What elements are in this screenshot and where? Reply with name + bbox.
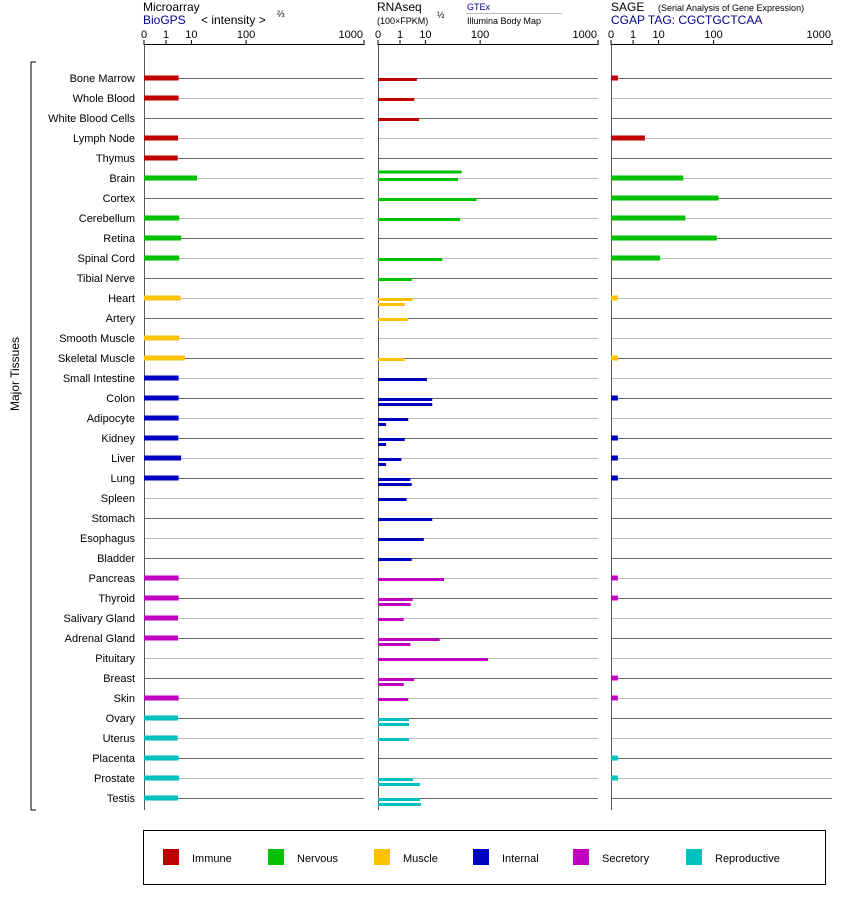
tissue-label: Spleen	[100, 493, 135, 505]
sage-tick-label: 0	[607, 29, 615, 41]
microarray-tick-label: 0	[140, 29, 148, 41]
bar-rnaseq	[378, 423, 386, 426]
legend-label-nervous: Nervous	[297, 853, 338, 865]
tissue-label: Tibial Nerve	[76, 273, 135, 285]
bar-microarray	[144, 336, 179, 341]
bar-rnaseq	[378, 178, 458, 181]
bar-sage	[611, 216, 685, 221]
bar-microarray	[144, 696, 179, 701]
tissue-labels	[48, 73, 136, 805]
bar-sage	[611, 256, 660, 261]
bar-microarray	[144, 636, 178, 641]
bar-sage	[611, 236, 717, 241]
tissue-label: Colon	[106, 393, 135, 405]
bar-rnaseq	[378, 538, 424, 541]
bar-rnaseq	[378, 678, 414, 681]
tissue-label: Prostate	[94, 773, 135, 785]
bar-sage	[611, 756, 618, 761]
tissue-label: Kidney	[101, 433, 135, 445]
rnaseq-unit: (100×FPKM)	[377, 16, 429, 26]
tissue-label: Ovary	[105, 713, 135, 725]
bar-rnaseq	[378, 318, 408, 321]
bar-sage	[611, 676, 618, 681]
legend-swatch-internal	[473, 849, 489, 865]
bar-rnaseq	[378, 698, 408, 701]
tissue-label: Pituitary	[95, 653, 135, 665]
tissue-label: Cortex	[102, 193, 135, 205]
bar-microarray	[144, 716, 178, 721]
bar-rnaseq	[378, 558, 412, 561]
tissue-label: Thyroid	[98, 593, 135, 605]
bar-rnaseq	[378, 463, 386, 466]
bar-sage	[611, 576, 618, 581]
tissue-label: Bone Marrow	[69, 73, 135, 85]
bar-rnaseq	[378, 718, 409, 721]
legend-swatch-nervous	[268, 849, 284, 865]
bar-rnaseq	[378, 303, 405, 306]
sage-tick-label: 10	[652, 29, 665, 41]
bar-microarray	[144, 776, 179, 781]
legend-label-internal: Internal	[502, 853, 539, 865]
sage-tick-label: 1000	[806, 29, 831, 41]
axes	[141, 29, 832, 810]
tissue-label: Adrenal Gland	[64, 633, 135, 645]
legend-swatch-immune	[163, 849, 179, 865]
illumina-label: Illumina Body Map	[467, 16, 542, 26]
tissue-label: Esophagus	[79, 533, 135, 545]
tissue-label: Breast	[103, 673, 135, 685]
bar-microarray	[144, 736, 178, 741]
bar-rnaseq	[378, 278, 412, 281]
bar-sage	[611, 776, 618, 781]
bar-microarray	[144, 356, 185, 361]
bar-microarray	[144, 436, 178, 441]
bar-sage	[611, 396, 618, 401]
legend-swatch-muscle	[374, 849, 390, 865]
rnaseq-tick-label: 100	[470, 29, 490, 41]
bar-rnaseq	[378, 398, 432, 401]
sage-tick-label: 1	[630, 29, 637, 41]
tissue-label: Pancreas	[88, 573, 135, 585]
bar-sage	[611, 176, 683, 181]
tissue-label: Spinal Cord	[77, 253, 135, 265]
rnaseq-tick-label: 1000	[572, 29, 597, 41]
tissue-label: Lymph Node	[73, 133, 135, 145]
bar-sage	[611, 356, 618, 361]
bar-rnaseq	[378, 723, 409, 726]
tissue-label: Skin	[113, 693, 135, 705]
bar-rnaseq	[378, 803, 421, 806]
expression-bars	[144, 76, 718, 807]
rnaseq-title: RNAseq	[377, 0, 422, 14]
bar-microarray	[144, 616, 178, 621]
legend-swatch-reproductive	[686, 849, 702, 865]
bar-rnaseq	[378, 518, 432, 521]
tissue-label: Whole Blood	[72, 93, 135, 105]
bar-microarray	[144, 156, 178, 161]
tissue-label: Thymus	[95, 153, 135, 165]
bar-rnaseq	[378, 298, 413, 301]
sage-description: (Serial Analysis of Gene Expression)	[658, 3, 805, 13]
bar-microarray	[144, 576, 179, 581]
bar-microarray	[144, 236, 181, 241]
bar-rnaseq	[378, 458, 401, 461]
microarray-tick-label: 1	[162, 29, 170, 41]
bar-rnaseq	[378, 483, 412, 486]
tissue-label: Small Intestine	[62, 373, 135, 385]
sage-tick-label: 100	[704, 29, 723, 41]
tissue-label: Uterus	[102, 733, 135, 745]
tissue-label: Artery	[105, 313, 135, 325]
bar-rnaseq	[378, 258, 442, 261]
tissue-label: Salivary Gland	[63, 613, 135, 625]
bar-rnaseq	[378, 783, 420, 786]
tissue-label: Lung	[110, 473, 135, 485]
tissue-label: Stomach	[91, 513, 135, 525]
bar-rnaseq	[378, 378, 427, 381]
bar-rnaseq	[378, 218, 460, 221]
bar-rnaseq	[378, 498, 407, 501]
tissue-label: Smooth Muscle	[59, 333, 135, 345]
bar-microarray	[144, 476, 179, 481]
bar-sage	[611, 136, 645, 141]
bar-microarray	[144, 796, 178, 801]
microarray-tick-label: 100	[236, 29, 256, 41]
bar-rnaseq	[378, 578, 444, 581]
bar-microarray	[144, 596, 179, 601]
legend-label-immune: Immune	[192, 853, 232, 865]
major-tissues-label: Major Tissues	[8, 336, 22, 412]
bar-rnaseq	[378, 618, 404, 621]
tissue-label: Placenta	[92, 753, 135, 765]
rnaseq-unit-exponent: ½	[437, 10, 445, 20]
tissue-label: Liver	[111, 453, 135, 465]
microarray-tick-label: 10	[185, 29, 198, 41]
gtex-link[interactable]: GTEx	[467, 2, 491, 12]
bar-microarray	[144, 136, 178, 141]
rnaseq-tick-label: 10	[419, 29, 432, 41]
bar-rnaseq	[378, 443, 386, 446]
tissue-label: Brain	[109, 173, 135, 185]
bar-microarray	[144, 296, 181, 301]
tissue-label: Adipocyte	[86, 413, 135, 425]
tissue-label: Heart	[108, 293, 135, 305]
bar-microarray	[144, 176, 197, 181]
microarray-unit: < intensity >	[201, 13, 266, 27]
bar-microarray	[144, 216, 179, 221]
bar-rnaseq	[378, 778, 413, 781]
microarray-tick-label: 1000	[338, 29, 363, 41]
bar-rnaseq	[378, 418, 408, 421]
bar-rnaseq	[378, 683, 404, 686]
tissue-label: Cerebellum	[78, 213, 135, 225]
sage-title: SAGE	[611, 0, 645, 14]
bar-rnaseq	[378, 358, 405, 361]
legend-swatch-secretory	[573, 849, 589, 865]
bar-microarray	[144, 416, 179, 421]
row-gridlines	[144, 79, 832, 799]
bar-rnaseq	[378, 598, 413, 601]
bar-rnaseq	[378, 478, 410, 481]
bar-microarray	[144, 256, 179, 261]
bar-microarray	[144, 96, 179, 101]
bar-rnaseq	[378, 78, 417, 81]
bar-rnaseq	[378, 798, 420, 801]
bar-rnaseq	[378, 98, 414, 101]
bar-rnaseq	[378, 603, 411, 606]
bar-rnaseq	[378, 118, 419, 121]
major-tissues-bracket	[31, 62, 36, 810]
tissue-label: Bladder	[97, 553, 135, 565]
bar-sage	[611, 76, 618, 81]
bar-microarray	[144, 396, 179, 401]
tissue-label: Skeletal Muscle	[57, 353, 135, 365]
sage-tag-link[interactable]: CGAP TAG: CGCTGCTCAA	[611, 13, 763, 27]
microarray-unit-exponent: ⅔	[277, 9, 285, 19]
biogps-link[interactable]: BioGPS	[143, 13, 186, 27]
bar-rnaseq	[378, 438, 405, 441]
bar-sage	[611, 696, 618, 701]
bar-microarray	[144, 376, 179, 381]
tissue-label: Retina	[103, 233, 135, 245]
bar-sage	[611, 476, 618, 481]
bar-sage	[611, 436, 618, 441]
bar-microarray	[144, 456, 181, 461]
bar-sage	[611, 596, 618, 601]
legend-label-muscle: Muscle	[403, 853, 438, 865]
bar-rnaseq	[378, 658, 488, 661]
rnaseq-tick-label: 1	[396, 29, 404, 41]
bar-rnaseq	[378, 198, 477, 201]
bar-microarray	[144, 76, 179, 81]
bar-rnaseq	[378, 403, 432, 406]
bar-rnaseq	[378, 638, 440, 641]
microarray-title: Microarray	[143, 0, 200, 14]
legend-label-reproductive: Reproductive	[715, 853, 780, 865]
bar-rnaseq	[378, 738, 409, 741]
tissue-label: Testis	[106, 793, 135, 805]
bar-microarray	[144, 756, 179, 761]
rnaseq-tick-label: 0	[374, 29, 382, 41]
legend-label-secretory: Secretory	[602, 853, 650, 865]
tissue-label: White Blood Cells	[48, 113, 135, 125]
bar-rnaseq	[378, 171, 462, 174]
bar-sage	[611, 296, 618, 301]
bar-sage	[611, 196, 718, 201]
bar-rnaseq	[378, 643, 410, 646]
bar-sage	[611, 456, 618, 461]
